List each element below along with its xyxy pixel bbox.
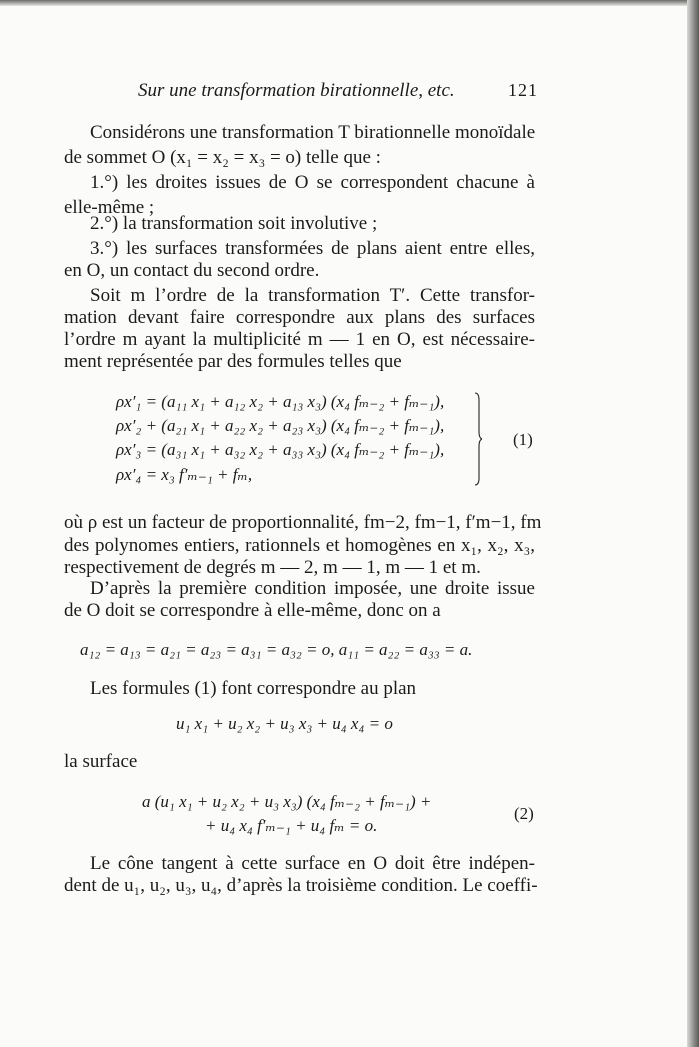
equation-line: + u₄ x₄ f′ₘ₋₁ + u₄ fₘ = o. [205,816,378,835]
equation-number: (1) [513,430,533,449]
text-line: dent de u₁, u₂, u₃, u₄, d’après la troisième condition. Le coeffi- [64,875,538,896]
text-line: la surface [64,751,138,772]
equation-number: (2) [514,804,534,823]
text-line: Soit m l’ordre de la transformation T′. Cette transfor- [90,285,535,306]
equation-line: u₁ x₁ + u₂ x₂ + u₃ x₃ + u₄ x₄ = o [176,714,393,733]
text-line: Considérons une transformation T birationnelle monoïdale [90,122,536,143]
text-line: respectivement de degrés m — 2, m — 1, m — 1 et m. [64,557,481,578]
equation-line: ρx′₁ = (a₁₁ x₁ + a₁₂ x₂ + a₁₃ x₃) (x₄ fₘ₋₂ + fₘ₋₁), [116,392,445,411]
text-line: mation devant faire correspondre aux plans des surfaces [64,307,535,328]
page-number: 121 [508,80,538,100]
equation-line: a₁₂ = a₁₃ = a₂₁ = a₂₃ = a₃₁ = a₃₂ = o, a₁₁ = a₂₂ = a₃₃ = a. [80,640,473,659]
text-line: où ρ est un facteur de proportionnalité, fm−2, fm−1, f′m−1, fm [64,512,542,533]
text-line: D’après la première condition imposée, une droite issue [90,578,535,599]
text-line: Les formules (1) font correspondre au plan [90,678,417,699]
text-line: 1.°) les droites issues de O se correspondent chacune à [90,172,535,193]
equation-line: a (u₁ x₁ + u₂ x₂ + u₃ x₃) (x₄ fₘ₋₂ + fₘ₋₁) + [142,792,432,811]
text-line: en O, un contact du second ordre. [64,260,320,281]
equation-line: ρx′₂ + (a₂₁ x₁ + a₂₂ x₂ + a₂₃ x₃) (x₄ fₘ₋₂ + fₘ₋₁), [116,416,445,435]
running-title: Sur une transformation birationnelle, etc. [138,80,455,101]
text-line: de sommet O (x₁ = x₂ = x₃ = o) telle que : [64,147,381,168]
page-binding-edge [687,0,699,1047]
text-line: elle-même ; [64,197,155,218]
text-line: ment représentée par des formules telles que [64,351,402,372]
text-line: Le cône tangent à cette surface en O doit être indépen- [90,853,535,874]
page-top-edge [0,0,699,6]
text-line: 2.°) la transformation soit involutive ; [90,213,378,234]
text-line: de O doit se correspondre à elle-même, donc on a [64,600,441,621]
text-line: 3.°) les surfaces transformées de plans aient entre elles, [90,238,535,259]
equation-line: ρx′₄ = x₃ f′ₘ₋₁ + fₘ, [116,465,253,484]
equation-brace [474,392,482,486]
text-line: l’ordre m ayant la multiplicité m — 1 en O, est nécessaire- [64,329,535,350]
equation-line: ρx′₃ = (a₃₁ x₁ + a₃₂ x₂ + a₃₃ x₃) (x₄ fₘ₋₂ + fₘ₋₁), [116,440,445,459]
text-line: des polynomes entiers, rationnels et homogènes en x₁, x₂, x₃, [64,535,535,556]
